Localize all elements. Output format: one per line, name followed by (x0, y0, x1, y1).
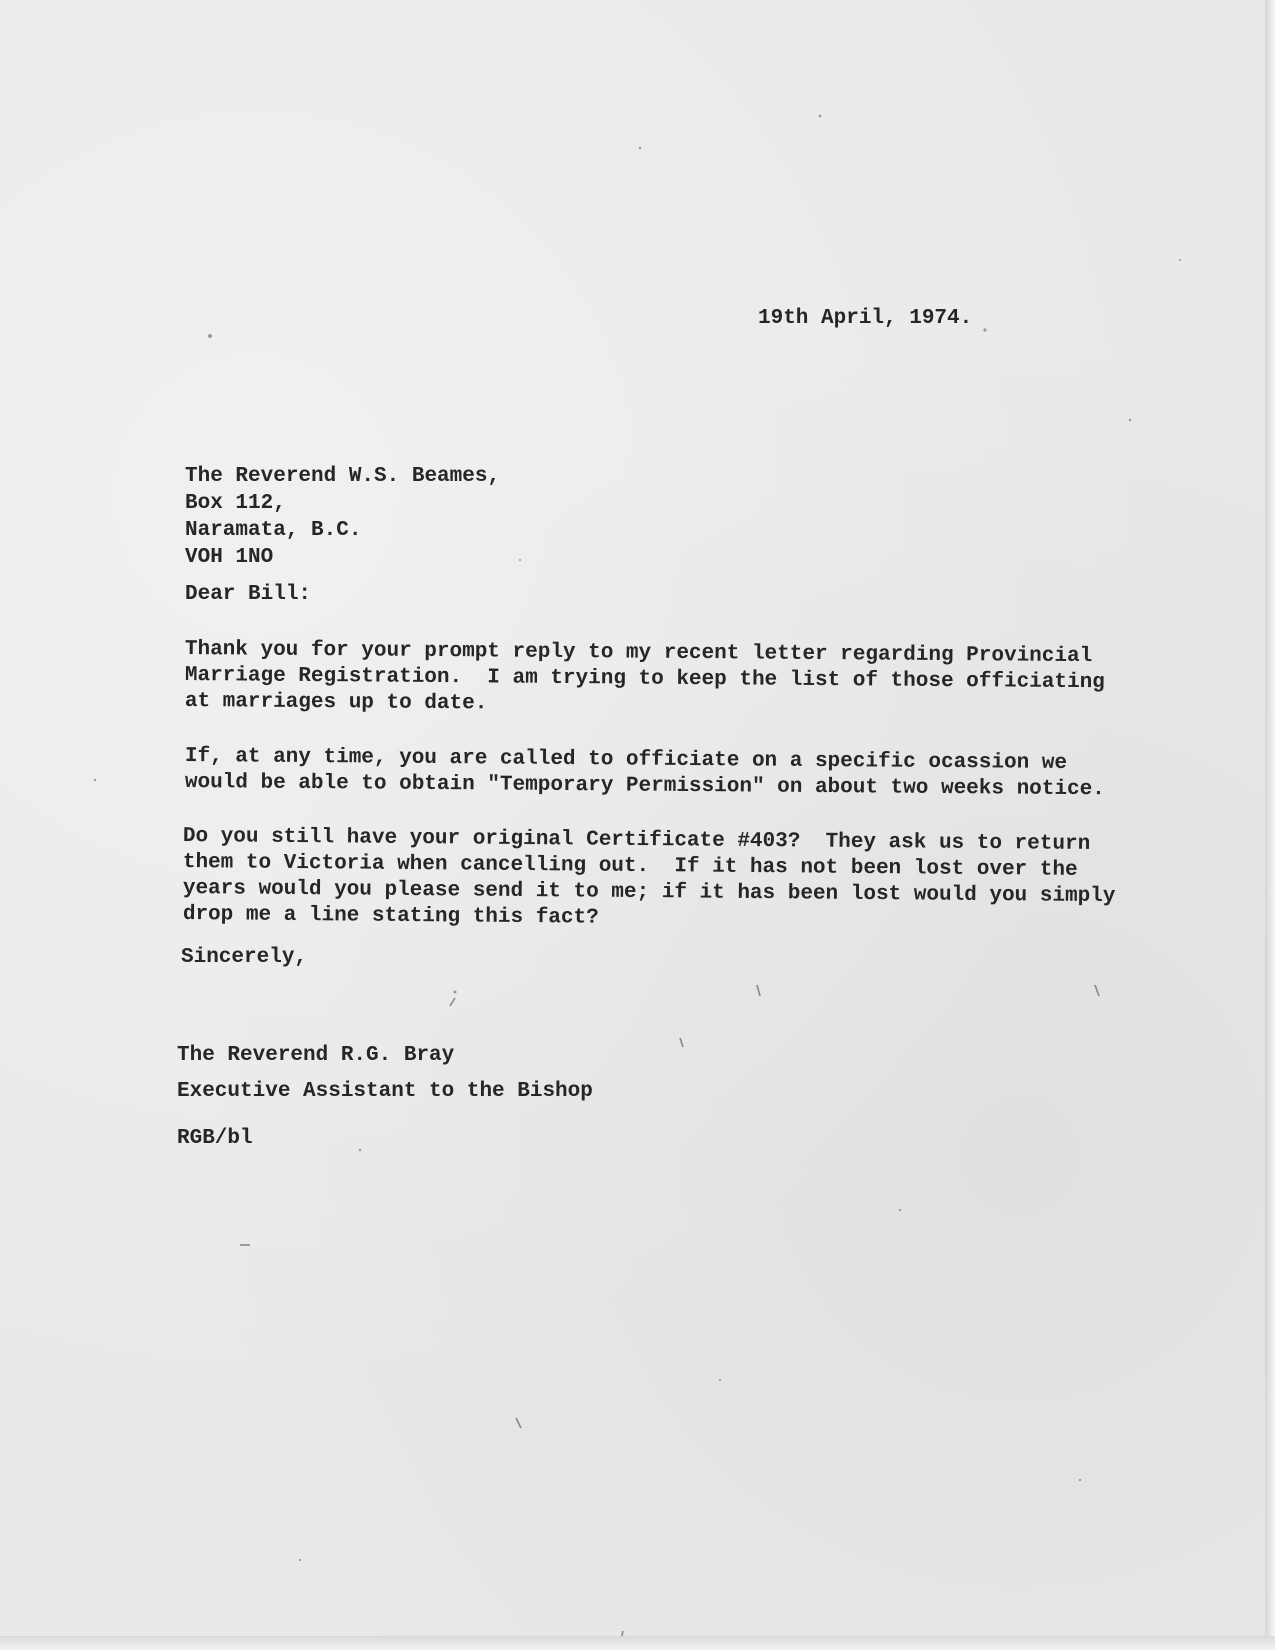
reference-initials: RGB/bl (177, 1127, 253, 1150)
recipient-line-2: Box 112, (185, 492, 286, 515)
paragraph-3-line-3: years would you please send it to me; if it has been lost would you simply (182, 876, 1116, 909)
paragraph-2-line-1: If, at any time, you are called to officiate on a specific ocassion we (184, 744, 1068, 775)
paragraph-1-line-2: Marriage Registration. I am trying to keep the list of those officiating (184, 663, 1105, 695)
closing: Sincerely, (181, 946, 308, 969)
signer-name: The Reverend R.G. Bray (177, 1044, 455, 1067)
paragraph-1-line-3: at marriages up to date. (184, 689, 488, 716)
paragraph-1-line-1: Thank you for your prompt reply to my recent letter regarding Provincial (184, 637, 1093, 669)
signer-title: Executive Assistant to the Bishop (177, 1080, 593, 1103)
page-edge-right (1265, 0, 1275, 1650)
letter-date: 19th April, 1974. (758, 307, 973, 330)
paragraph-2-line-2: would be able to obtain "Temporary Permission" on about two weeks notice. (184, 770, 1105, 802)
page-edge-bottom (0, 1636, 1275, 1650)
paragraph-3-line-2: them to Victoria when cancelling out. If it has not been lost over the (182, 850, 1078, 882)
paragraph-3-line-1: Do you still have your original Certificate #403? They ask us to return (182, 824, 1091, 856)
paragraph-3-line-4: drop me a line stating this fact? (182, 902, 599, 930)
recipient-line-4: VOH 1NO (185, 546, 274, 569)
recipient-line-1: The Reverend W.S. Beames, (185, 465, 501, 488)
salutation: Dear Bill: (185, 583, 312, 606)
recipient-line-3: Naramata, B.C. (185, 519, 362, 542)
